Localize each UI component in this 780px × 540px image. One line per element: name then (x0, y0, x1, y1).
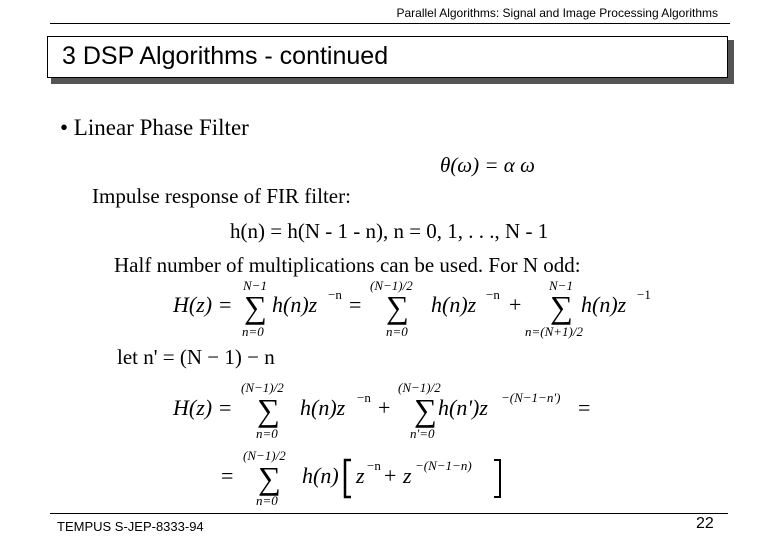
eq1-sum3-upper: N−1 (549, 278, 573, 293)
eq1-sum1-lower: n=0 (242, 324, 264, 339)
eq2-sum2-body: h(n')z (438, 395, 488, 420)
eq1-sum2-exp: −n (486, 287, 500, 302)
eq1-sum1-sigma: ∑ (244, 289, 267, 325)
eq1-sum3-exp: −1 (637, 287, 651, 302)
eq3-equals: = (221, 463, 234, 488)
right-bracket (494, 460, 500, 497)
footer-rule (50, 513, 728, 514)
eq3-z2: z (403, 463, 412, 488)
eq1-sum2-body: h(n)z (431, 292, 477, 317)
impulse-response-label: Impulse response of FIR filter: (92, 184, 351, 208)
eq2-sum1-body: h(n)z (300, 395, 346, 420)
eq1-plus: + (509, 292, 522, 317)
footer-project-code: TEMPUS S-JEP-8333-94 (57, 519, 204, 534)
eq1-sum1-upper: N−1 (243, 278, 267, 293)
half-multiplications-text: Half number of multiplications can be used. For N odd: (114, 253, 581, 277)
eq3-z1-exp: −n (367, 458, 381, 473)
eq2-sum1-lower: n=0 (256, 426, 278, 441)
equation-hz-substituted (172, 380, 590, 441)
page-number: 22 (696, 515, 714, 532)
eq1-sum3-body: h(n)z (581, 292, 627, 317)
eq3-body: h(n) (302, 463, 339, 488)
eq1-sum2-sigma: ∑ (386, 289, 409, 325)
bullet-linear-phase: • Linear Phase Filter (60, 115, 249, 140)
substitution-definition: let n' = (N − 1) − n (117, 345, 275, 369)
eq1-sum2-upper: (N−1)/2 (370, 278, 413, 293)
eq1-equals: = (349, 292, 362, 317)
eq2-sum1-sigma: ∑ (257, 392, 280, 428)
eq2-sum2-upper: (N−1)/2 (398, 380, 441, 395)
eq1-lhs: H(z) = (173, 292, 233, 317)
equation-hz-factored (221, 448, 500, 508)
eq1-sum1-body: h(n)z (272, 292, 318, 317)
eq2-sum2-lower: n'=0 (410, 426, 435, 441)
running-header: Parallel Algorithms: Signal and Image Processing Algorithms (396, 6, 718, 20)
eq2-lhs: H(z) = (173, 395, 233, 420)
eq2-equals: = (578, 395, 591, 420)
eq1-sum1-exp: −n (328, 287, 342, 302)
eq2-plus: + (378, 395, 391, 420)
eq2-sum2-exp: −(N−1−n') (501, 390, 561, 405)
slide-title: 3 DSP Algorithms - continued (62, 42, 389, 70)
left-bracket (345, 460, 351, 497)
eq1-sum3-lower: n=(N+1)/2 (525, 324, 583, 339)
eq3-sum-lower: n=0 (256, 493, 278, 508)
eq3-z2-exp: −(N−1−n) (415, 458, 472, 473)
eq1-sum3-sigma: ∑ (550, 289, 573, 325)
eq3-plus: + (384, 463, 397, 488)
eq2-sum1-exp: −n (357, 390, 371, 405)
eq2-sum1-upper: (N−1)/2 (241, 380, 284, 395)
eq1-sum2-lower: n=0 (386, 324, 408, 339)
phase-formula: θ(ω) = α ω (440, 153, 535, 177)
eq3-sum-sigma: ∑ (258, 460, 281, 496)
symmetry-condition: h(n) = h(N - 1 - n), n = 0, 1, . . ., N - 1 (230, 219, 549, 243)
eq2-sum2-sigma: ∑ (414, 392, 437, 428)
equation-hz-split (172, 278, 651, 339)
eq3-sum-upper: (N−1)/2 (243, 448, 286, 463)
eq3-z1: z (356, 463, 365, 488)
